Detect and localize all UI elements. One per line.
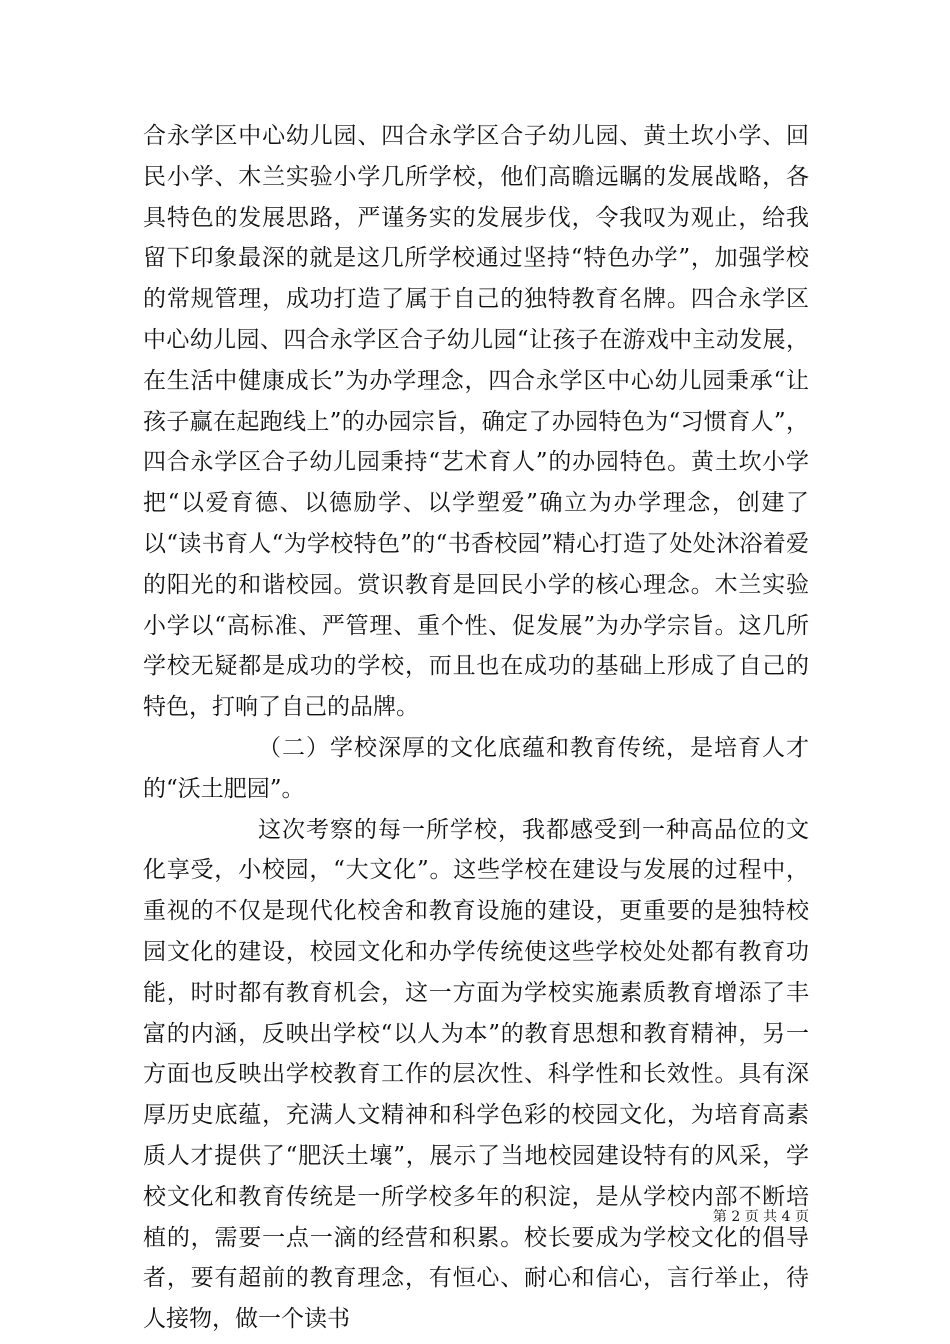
page-footer-number: 第 2 页 共 4 页 <box>712 1209 809 1225</box>
paragraph-school-features: 合永学区中心幼儿园、四合永学区合子幼儿园、黄土坎小学、回民小学、木兰实验小学几所学校，他们高瞻远瞩的发展战略，各具特色的发展思路，严谨务实的发展步伐，令我叹为观止，给我留下印象最深的就是这几所学校通过坚持“特色办学”，加强学校的常规管理，成功打造了属于自己的独特教育名牌。四合永学区中心幼儿园、四合永学区合子幼儿园“让孩子在游戏中主动发展，在生活中健康成长”为办学理念，四合永学区中心幼儿园秉承“让孩子赢在起跑线上”的办园宗旨，确定了办园特色为“习惯育人”，四合永学区合子幼儿园秉持“艺术育人”的办园特色。黄土坎小学把“以爱育德、以德励学、以学塑爱”确立为办学理念，创建了以“读书育人“为学校特色”的“书香校园”精心打造了处处沐浴着爱的阳光的和谐校园。赏识教育是回民小学的核心理念。木兰实验小学以“高标准、严管理、重个性、促发展”为办学宗旨。这几所学校无疑都是成功的学校，而且也在成功的基础上形成了自己的特色，打响了自己的品牌。 <box>143 123 809 721</box>
document-body <box>143 116 809 1340</box>
paragraph-school-culture: 这次考察的每一所学校，我都感受到一种高品位的文化享受，小校园，“大文化”。这些学校在建设与发展的过程中，重视的不仅是现代化校舍和教育设施的建设，更重要的是独特校园文化的建设，校园文化和办学传统使这些学校处处都有教育功能，时时都有教育机会，这一方面为学校实施素质教育增添了丰富的内涵，反映出学校“以人为本”的教育思想和教育精神，另一方面也反映出学校教育工作的层次性、科学性和长效性。具有深厚历史底蕴，充满人文精神和科学色彩的校园文化，为培育高素质人才提供了“肥沃土壤”，展示了当地校园建设特有的风采，学校文化和教育传统是一所学校多年的积淀，是从学校内部不断培植的，需要一点一滴的经营和积累。校长要成为学校文化的倡导者，要有超前的教育理念，有恒心、耐心和信心，言行举止，待人接物，做一个读书 <box>143 816 809 1333</box>
section-heading-culture: （二）学校深厚的文化底蕴和教育传统，是培育人才的“沃土肥园”。 <box>143 734 809 802</box>
